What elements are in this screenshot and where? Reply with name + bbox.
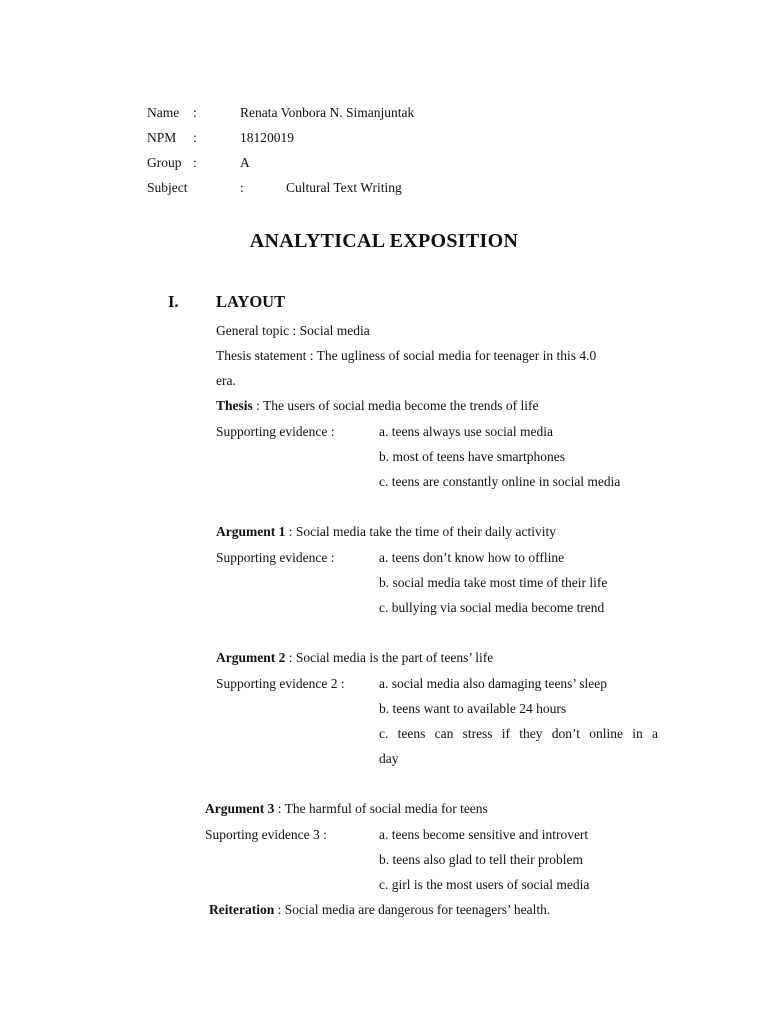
argument2-evidence-c-cont: day [379, 751, 399, 766]
reiteration-text: : Social media are dangerous for teenagers’ health. [274, 902, 551, 917]
argument2-line [216, 649, 493, 667]
section-heading: LAYOUT [216, 292, 286, 311]
argument1-text: : Social media take the time of their daily activity [285, 524, 557, 539]
npm-colon: : [193, 130, 197, 145]
group-label: Group [147, 155, 182, 170]
argument1-line [216, 523, 556, 541]
argument3-evidence-b: b. teens also glad to tell their problem [379, 852, 583, 867]
argument2-evidence-a: a. social media also damaging teens’ sleep [379, 676, 608, 691]
thesis-evidence-b: b. most of teens have smartphones [379, 449, 565, 464]
argument1-label: Argument 1 [216, 524, 286, 539]
section-number: I. [168, 292, 179, 311]
group-colon: : [193, 155, 197, 170]
thesis-statement-line1: Thesis statement : The ugliness of social media for teenager in this 4.0 [216, 348, 597, 363]
argument1-evidence-label: Supporting evidence : [216, 550, 335, 565]
thesis-evidence-c: c. teens are constantly online in social media [379, 474, 621, 489]
argument3-evidence-a: a. teens become sensitive and introvert [379, 827, 589, 842]
argument2-evidence-c: c. teens can stress if they don’t online in a [379, 726, 658, 741]
argument2-text: : Social media is the part of teens’ life [285, 650, 494, 665]
thesis-line [216, 397, 539, 415]
general-topic: General topic : Social media [216, 323, 370, 338]
argument3-text: : The harmful of social media for teens [274, 801, 488, 816]
name-label: Name [147, 105, 180, 120]
argument2-evidence-label: Supporting evidence 2 : [216, 676, 345, 691]
argument3-evidence-c: c. girl is the most users of social media [379, 877, 590, 892]
subject-colon: : [240, 180, 244, 195]
page-title: ANALYTICAL EXPOSITION [249, 230, 519, 252]
npm-label: NPM [147, 130, 177, 145]
group-value: A [240, 155, 250, 170]
subject-value: Cultural Text Writing [286, 180, 402, 195]
thesis-label: Thesis [216, 398, 253, 413]
argument3-evidence-label: Suporting evidence 3 : [205, 827, 327, 842]
argument3-label: Argument 3 [205, 801, 275, 816]
argument3-line [205, 800, 488, 818]
argument2-evidence-b: b. teens want to available 24 hours [379, 701, 567, 716]
argument2-label: Argument 2 [216, 650, 286, 665]
reiteration-line [209, 901, 550, 919]
thesis-evidence-a: a. teens always use social media [379, 424, 553, 439]
argument1-evidence-c: c. bullying via social media become trend [379, 600, 605, 615]
argument1-evidence-a: a. teens don’t know how to offline [379, 550, 565, 565]
thesis-statement-line2: era. [216, 373, 236, 388]
thesis-evidence-label: Supporting evidence : [216, 424, 335, 439]
name-value: Renata Vonbora N. Simanjuntak [240, 105, 415, 120]
argument1-evidence-b: b. social media take most time of their life [379, 575, 608, 590]
reiteration-label: Reiteration [209, 902, 275, 917]
name-colon: : [193, 105, 197, 120]
subject-label: Subject [147, 180, 188, 195]
thesis-text: : The users of social media become the trends of life [252, 398, 539, 413]
npm-value: 18120019 [240, 130, 294, 145]
